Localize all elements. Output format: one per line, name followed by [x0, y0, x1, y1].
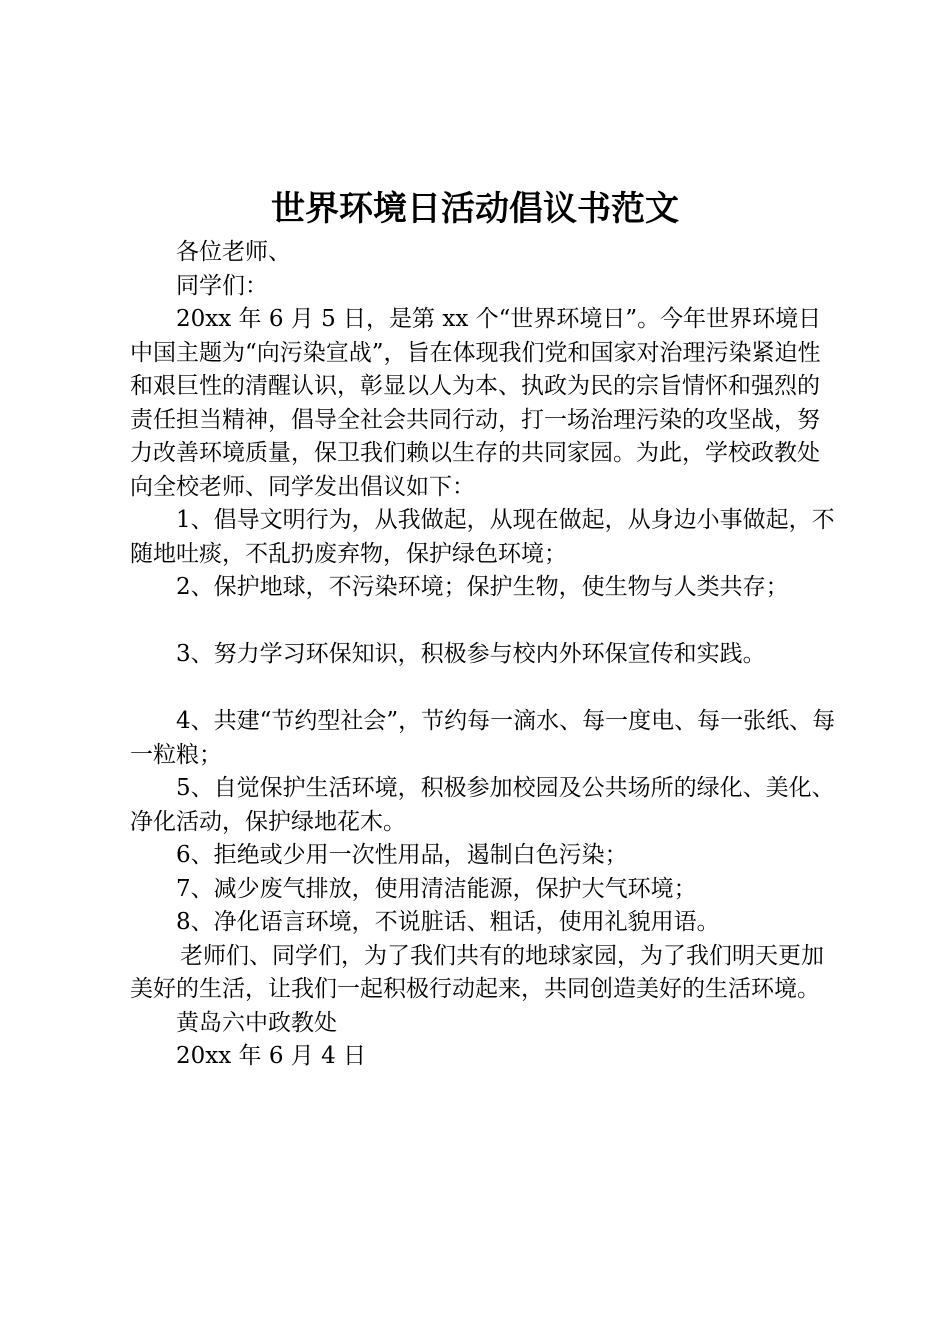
document-body [130, 236, 842, 1074]
proposal-item-5: 5、自觉保护生活环境，积极参加校园及公共场所的绿化、美化、净化活动，保护绿地花木。 [130, 775, 835, 835]
signature: 黄岛六中政教处 [176, 1009, 337, 1036]
proposal-item-7: 7、减少废气排放，使用清洁能源，保护大气环境； [176, 875, 697, 902]
document-title: 世界环境日活动倡议书范文 [271, 189, 679, 229]
proposal-item-1: 1、倡导文明行为，从我做起，从现在做起，从身边小事做起，不随地吐痰，不乱扔废弃物，保护绿色环境； [130, 507, 835, 567]
blank-line [130, 605, 842, 639]
intro-paragraph: 20xx 年 6 月 5 日，是第 xx 个“世界环境日”。今年世界环境日中国主题为“向污染宣战”，旨在体现我们党和国家对治理污染紧迫性和艰巨性的清醒认识，彰显以人为本、执政为民的宗旨情怀和强烈的责任担当精神，倡导全社会共同行动，打一场治理污染的攻坚战，努力改善环境质量，保卫我们赖以生存的共同家园。为此，学校政教处向全校老师、同学发出倡议如下： [130, 306, 822, 500]
proposal-item-2: 2、保护地球，不污染环境；保护生物，使生物与人类共存； [176, 574, 789, 600]
proposal-item-8: 8、净化语言环境，不说脏话、粗话，使用礼貌用语。 [176, 909, 720, 935]
proposal-item-3: 3、努力学习环保知识，积极参与校内外环保宣传和实践。 [176, 641, 766, 667]
proposal-item-6: 6、拒绝或少用一次性用品，遏制白色污染； [176, 842, 628, 868]
issue-date: 20xx 年 6 月 4 日 [176, 1043, 367, 1069]
proposal-item-4: 4、共建“节约型社会”，节约每一滴水、每一度电、每一张纸、每一粒粮； [130, 708, 836, 768]
salutation-students: 同学们： [176, 272, 268, 299]
closing-paragraph: 老师们、同学们，为了我们共有的地球家园，为了我们明天更加美好的生活，让我们一起积极行动起来，共同创造美好的生活环境。 [130, 942, 824, 1002]
salutation-teachers: 各位老师、 [176, 239, 291, 265]
blank-line [130, 672, 842, 706]
